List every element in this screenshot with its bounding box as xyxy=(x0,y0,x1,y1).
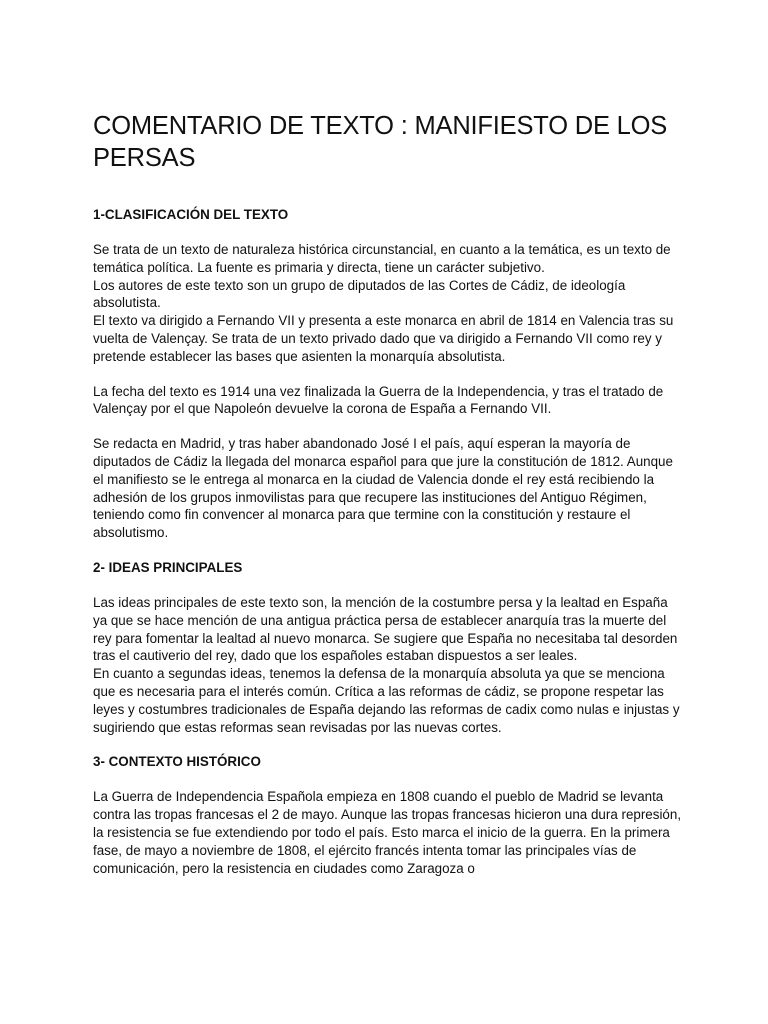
paragraph: Se redacta en Madrid, y tras haber abandonado José I el país, aquí esperan la mayoría de diputados de Cádiz la llegada del monarca español para que jure la constitución de 1812. Aunque el manifiesto se le entrega al monarca en la ciudad de Valencia donde el rey está recibiendo la adhesión de los grupos inmovilistas para que recupere las instituciones del Antiguo Régimen, teniendo como fin convencer al monarca para que termine con la constitución y restaure el absolutismo. xyxy=(93,436,673,541)
document-page xyxy=(93,110,683,877)
section-heading-ideas-principales: 2- IDEAS PRINCIPALES xyxy=(93,559,243,575)
paragraph: Las ideas principales de este texto son, la mención de la costumbre persa y la lealtad en España ya que se hace mención de una antigua práctica persa de establecer anarquía tras la muerte del rey para fomentar la lealtad al nuevo monarca. Se sugiere que España no necesitaba tal desorden tras el cautiverio del rey, dado que los españoles estaban dispuestos a ser leales. En cuanto a segundas ideas, tenemos la defensa de la monarquía absoluta ya que se menciona que es necesaria para el interés común. Crítica a las reformas de cádiz, se propone respetar las leyes y costumbres tradicionales de España dejando las reformas de cadix como nulas e injustas y sugiriendo que estas reformas sean revisadas por las nuevas cortes. xyxy=(93,594,680,735)
section-heading-contexto-historico: 3- CONTEXTO HISTÓRICO xyxy=(93,754,261,770)
document-title: COMENTARIO DE TEXTO : MANIFIESTO DE LOS PERSAS xyxy=(93,112,668,172)
paragraph: Se trata de un texto de naturaleza histórica circunstancial, en cuanto a la temática, es un texto de temática política. La fuente es primaria y directa, tiene un carácter subjetivo. Los autores de este texto son un grupo de diputados de las Cortes de Cádiz, de ideología absolutista. El texto va dirigido a Fernando VII y presenta a este monarca en abril de 1814 en Valencia tras su vuelta de Valençay. Se trata de un texto privado dado que va dirigido a Fernando VII como rey y pretende establecer las bases que asienten la monarquía absolutista. xyxy=(93,242,674,364)
section-heading-clasificacion: 1-CLASIFICACIÓN DEL TEXTO xyxy=(93,207,289,222)
paragraph: La fecha del texto es 1914 una vez finalizada la Guerra de la Independencia, y tras el tratado de Valençay por el que Napoleón devuelve la corona de España a Fernando VII. xyxy=(93,383,664,417)
paragraph: La Guerra de Independencia Española empieza en 1808 cuando el pueblo de Madrid se levanta contra las tropas francesas el 2 de mayo. Aunque las tropas francesas hicieron una dura represión, la resistencia se fue extendiendo por todo el país. Esto marca el inicio de la guerra. En la primera fase, de mayo a noviembre de 1808, el ejército francés intenta tomar las principales vías de comunicación, pero la resistencia en ciudades como Zaragoza o xyxy=(93,789,682,876)
